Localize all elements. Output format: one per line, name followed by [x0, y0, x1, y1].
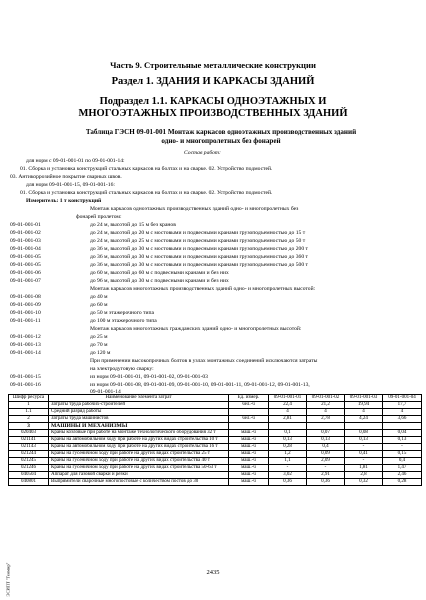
cell-value: 1,47	[383, 465, 422, 472]
cell-value: 0,15	[383, 451, 422, 458]
cell-value: 0,08	[345, 430, 383, 437]
cell-cipher: 021143	[9, 444, 49, 451]
cell-cipher: 1	[9, 402, 49, 409]
norm-desc: из норм 09-01-001-01, 09-01-001-02, 09-01-001-03	[90, 374, 208, 380]
cell-name: Краны козловые при работе на монтаже технологического оборудования 32 т	[49, 430, 229, 437]
cell-value: 4	[269, 409, 307, 416]
cell-value	[383, 423, 422, 430]
norm-code: 09-01-001-06	[10, 270, 41, 276]
cell-value: 4	[345, 409, 383, 416]
cell-value: 0,32	[345, 479, 383, 486]
cell-unit: маш.-ч	[229, 444, 269, 451]
norm-code: 09-01-001-01	[10, 222, 41, 228]
norm-code: 09-01-001-13	[10, 342, 41, 348]
norms-1-item: 01. Сборка и установка конструкций стальных каркасов на болтах и на сварке. 02. Устройство подмостей.	[20, 166, 273, 172]
cell-name: МАШИНЫ И МЕХАНИЗМЫ	[49, 423, 229, 430]
norm-code: 09-01-001-02	[10, 230, 41, 236]
cell-value: 0,09	[307, 451, 345, 458]
cell-unit: маш.-ч	[229, 458, 269, 465]
cell-value: -	[345, 458, 383, 465]
table-row	[9, 416, 422, 423]
cell-cipher: 3	[9, 423, 49, 430]
cell-value: 0,1	[269, 430, 307, 437]
table-row	[9, 479, 422, 486]
table-title-line-2: одно- и многопролетных без фонарей	[161, 137, 281, 145]
header-col-4: 09-01-001-04	[383, 395, 422, 402]
cell-value	[269, 423, 307, 430]
norm-desc: до 40 м	[90, 294, 108, 300]
cell-name: Краны на автомобильном ходу при работе на других видах строительства 16 т	[49, 444, 229, 451]
cell-name: Аппарат для газовой сварки и резки	[49, 472, 229, 479]
norm-desc: до 36 м, высотой до 30 м с мостовыми и подвесными кранами грузоподъемностью до 360 т	[90, 254, 308, 260]
cell-cipher: 2	[9, 416, 49, 423]
cell-unit: маш.-ч	[229, 465, 269, 472]
cell-unit: маш.-ч	[229, 479, 269, 486]
norm-desc: до 70 м	[90, 342, 108, 348]
table-row	[9, 465, 422, 472]
norms-2-item: 01. Сборка и установка конструкций стальных каркасов на болтах и на сварке. 02. Устройство подмостей.	[20, 190, 273, 196]
norm-code: 09-01-001-05	[10, 262, 41, 268]
cell-value: 4	[307, 409, 345, 416]
norm-desc: до 60 м	[90, 302, 108, 308]
cell-cipher: 1.1	[9, 409, 49, 416]
page-number: 2435	[206, 569, 220, 576]
group-4-header: При применении высокопрочных болтов в узлах монтажных соединений исключаются затраты	[90, 358, 318, 364]
cell-value: 19,94	[345, 402, 383, 409]
composition-label: Состав работ:	[184, 150, 221, 156]
cell-cipher: 021244	[9, 451, 49, 458]
norm-desc: до 96 м, высотой до 30 м с подвесными кранами и без них	[90, 278, 229, 284]
table-group-row	[9, 423, 422, 430]
header-cipher: Шифр ресурса	[9, 395, 49, 402]
norm-desc: до 25 м	[90, 334, 108, 340]
cell-value: -	[269, 465, 307, 472]
cell-value: -	[307, 465, 345, 472]
cell-unit: маш.-ч	[229, 451, 269, 458]
cell-value: 0,13	[345, 437, 383, 444]
cell-name: Затраты труда машинистов	[49, 416, 229, 423]
cell-name: Краны на гусеничном ходу при работе на других видах строительства 25 т	[49, 451, 229, 458]
table-row	[9, 458, 422, 465]
cell-value: 1,1	[269, 458, 307, 465]
cell-value: 4	[383, 409, 422, 416]
norm-code: 09-01-001-11	[10, 318, 41, 324]
table-row	[9, 437, 422, 444]
table-row	[9, 430, 422, 437]
group-1-header: фонарей пролетом:	[76, 214, 122, 220]
table-row	[9, 451, 422, 458]
norm-desc: до 100 м этажерочного типа	[90, 318, 157, 324]
cell-unit: маш.-ч	[229, 472, 269, 479]
cell-value: 0,04	[383, 430, 422, 437]
side-stamp-text: ЭСИПТ "Геомир"	[5, 562, 11, 597]
section-title: Раздел 1. ЗДАНИЯ И КАРКАСЫ ЗДАНИЙ	[111, 76, 315, 87]
header-col-2: 09-01-001-02	[307, 395, 345, 402]
table-header-row	[9, 395, 422, 402]
table-row	[9, 402, 422, 409]
cell-value: 17,7	[383, 402, 422, 409]
norm-desc: до 24 м, высотой до 25 м с мостовыми и подвесными кранами грузоподъемностью до 50 т	[90, 238, 306, 244]
group-1-header: Монтаж каркасов одноэтажных производственных зданий одно- и многопролетных без	[90, 206, 299, 212]
table-row	[9, 409, 422, 416]
norm-desc: до 36 м, высотой до 30 м с мостовыми и подвесными кранами грузоподъемностью до 500 т	[90, 262, 308, 268]
table-row	[9, 444, 422, 451]
norm-code: 09-01-001-16	[10, 382, 41, 388]
cell-name: Средний разряд работы	[49, 409, 229, 416]
norm-desc: до 24 м, высотой до 20 м с мостовыми и подвесными кранами грузоподъемностью до 15 т	[90, 230, 306, 236]
cell-name: Выпрямители сварочные многопостовые с количеством постов до 30	[49, 479, 229, 486]
cell-value: -	[345, 444, 383, 451]
cell-value: 2,46	[383, 472, 422, 479]
cell-value: 2,8	[345, 472, 383, 479]
cell-name: Затраты труда рабочих-строителей	[49, 402, 229, 409]
norms-1-item: 03. Антикоррозийное покрытие сварных швов.	[10, 174, 122, 180]
cell-value: 2,78	[307, 416, 345, 423]
cell-unit	[229, 409, 269, 416]
norm-desc: 09-01-001-14	[90, 389, 121, 395]
cell-value: -	[383, 444, 422, 451]
cell-value: 0,4	[307, 444, 345, 451]
cell-value	[307, 423, 345, 430]
cell-value: 0,28	[383, 479, 422, 486]
table-row	[9, 472, 422, 479]
norm-code: 09-01-001-10	[10, 310, 41, 316]
cell-value: 1,2	[269, 451, 307, 458]
cell-value	[345, 423, 383, 430]
group-4-header: на электродуговую сварку:	[90, 366, 154, 372]
cell-value: 4,24	[345, 416, 383, 423]
cell-value: 21,2	[307, 402, 345, 409]
cell-unit: маш.-ч	[229, 430, 269, 437]
norm-desc: до 24 м, высотой до 15 м без кранов	[90, 222, 176, 228]
cell-name: Краны на гусеничном ходу при работе на других видах строительства 40 т	[49, 458, 229, 465]
cell-value: 0,07	[307, 430, 345, 437]
header-col-1: 09-01-001-01	[269, 395, 307, 402]
cell-value: 3,02	[269, 472, 307, 479]
cell-value: 0,36	[307, 479, 345, 486]
header-col-3: 09-01-001-03	[345, 395, 383, 402]
norm-code: 09-01-001-14	[10, 350, 41, 356]
norms-1-label: для норм с 09-01-001-01 по 09-01-001-14:	[26, 158, 125, 164]
cell-unit: чел.-ч	[229, 416, 269, 423]
cell-unit	[229, 423, 269, 430]
cell-value: 3,66	[383, 416, 422, 423]
cell-cipher: 021245	[9, 458, 49, 465]
norm-desc: до 60 м, высотой до 60 м с подвесными кранами и без них	[90, 270, 229, 276]
subsection-title: Подраздел 1.1. КАРКАСЫ ОДНОЭТАЖНЫХ И МНОГОЭТАЖНЫХ ПРОИЗВОДСТВЕННЫХ ЗДАНИЙ	[78, 96, 348, 119]
cell-value: 0,4	[383, 458, 422, 465]
norm-desc: до 36 м, высотой до 30 м с мостовыми и подвесными кранами грузоподъемностью до 200 т	[90, 246, 308, 252]
norm-desc: до 50 м этажерочного типа	[90, 310, 154, 316]
norm-code: 09-01-001-12	[10, 334, 41, 340]
norm-code: 09-01-001-03	[10, 238, 41, 244]
cell-cipher: 020403	[9, 430, 49, 437]
resources-table	[8, 394, 422, 486]
group-3-header: Монтаж каркасов многоэтажных гражданских зданий одно- и многопролетных высотой:	[90, 326, 302, 332]
norms-2-label: для норм 09-01-001-15, 09-01-001-16:	[26, 182, 115, 188]
norm-desc: до 120 м	[90, 350, 111, 356]
meter-label: Измеритель: 1 т конструкций	[26, 198, 102, 204]
cell-cipher: 021246	[9, 465, 49, 472]
cell-unit: чел.-ч	[229, 402, 269, 409]
cell-value: 2,91	[307, 472, 345, 479]
cell-value: 0,13	[383, 437, 422, 444]
norm-code: 09-01-001-07	[10, 278, 41, 284]
norm-desc: из норм 09-01-001-08, 09-01-001-09, 09-01-001-10, 09-01-001-11, 09-01-001-12, 09-01-001-13,	[90, 382, 310, 388]
cell-value: 2,09	[307, 458, 345, 465]
cell-name: Краны на автомобильном ходу при работе на других видах строительства 10 т	[49, 437, 229, 444]
part-title: Часть 9. Строительные металлические конструкции	[110, 60, 316, 70]
cell-value: 0,13	[307, 437, 345, 444]
header-unit: Ед. измер.	[229, 395, 269, 402]
table-title	[36, 128, 406, 146]
cell-value: 0,28	[269, 444, 307, 451]
norm-code: 09-01-001-08	[10, 294, 41, 300]
norm-code: 09-01-001-05	[10, 254, 41, 260]
cell-cipher: 021141	[9, 437, 49, 444]
cell-value: 0,36	[269, 479, 307, 486]
cell-name: Краны на гусеничном ходу при работе на других видах строительства 50-63 т	[49, 465, 229, 472]
group-2-header: Монтаж каркасов многоэтажных производственных зданий одно- и многопролетных высотой:	[90, 286, 316, 292]
norm-code: 09-01-001-15	[10, 374, 41, 380]
cell-cipher: 040801	[9, 479, 49, 486]
norm-code: 09-01-001-09	[10, 302, 41, 308]
cell-value: 1,81	[345, 465, 383, 472]
cell-cipher: 040504	[9, 472, 49, 479]
cell-value: 0,13	[269, 437, 307, 444]
cell-value: 0,41	[345, 451, 383, 458]
side-stamp	[2, 520, 10, 600]
header-name: Наименование элемента затрат	[49, 395, 229, 402]
cell-value: 22,4	[269, 402, 307, 409]
table-title-line-1: Таблица ГЭСН 09-01-001 Монтаж каркасов одноэтажных производственных зданий	[85, 128, 357, 136]
cell-unit: маш.-ч	[229, 437, 269, 444]
cell-value: 2,81	[269, 416, 307, 423]
norm-code: 09-01-001-04	[10, 246, 41, 252]
